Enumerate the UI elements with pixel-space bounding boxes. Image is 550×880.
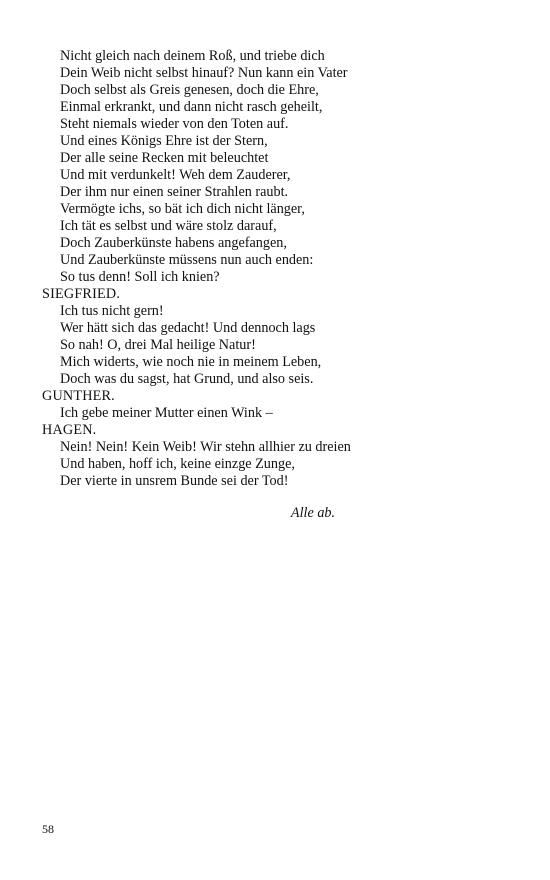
verse-line: Dein Weib nicht selbst hinauf? Nun kann ein Vater — [60, 65, 348, 81]
speaker-name: SIEGFRIED. — [42, 286, 121, 302]
verse-line: Und haben, hoff ich, keine einzge Zunge, — [60, 456, 295, 472]
verse-line: Einmal erkrankt, und dann nicht rasch geheilt, — [60, 99, 323, 115]
speaker-name: HAGEN. — [42, 422, 97, 438]
verse-line: Doch selbst als Greis genesen, doch die Ehre, — [60, 82, 319, 98]
verse-line: Doch Zauberkünste habens angefangen, — [60, 235, 287, 251]
verse-line: Der alle seine Recken mit beleuchtet — [60, 150, 269, 166]
verse-line: So nah! O, drei Mal heilige Natur! — [60, 337, 256, 353]
verse-line: Und eines Königs Ehre ist der Stern, — [60, 133, 268, 149]
verse-line: Wer hätt sich das gedacht! Und dennoch lags — [60, 320, 316, 336]
verse-line: Doch was du sagst, hat Grund, und also seis. — [60, 371, 314, 387]
verse-line: Ich gebe meiner Mutter einen Wink – — [60, 405, 273, 421]
stage-direction: Alle ab. — [290, 505, 336, 521]
verse-line: Vermögte ichs, so bät ich dich nicht länger, — [60, 201, 305, 217]
verse-line: Mich widerts, wie noch nie in meinem Leben, — [60, 354, 322, 370]
verse-line: Und mit verdunkelt! Weh dem Zauderer, — [60, 167, 291, 183]
verse-line: Nicht gleich nach deinem Roß, und triebe dich — [60, 48, 325, 64]
verse-line: Ich tus nicht gern! — [60, 303, 164, 319]
play-text — [42, 48, 512, 490]
verse-line: Und Zauberkünste müssens nun auch enden: — [60, 252, 314, 268]
verse-line: Nein! Nein! Kein Weib! Wir stehn allhier zu dreien — [60, 439, 351, 455]
page-number: 58 — [42, 822, 54, 836]
verse-line: Steht niemals wieder von den Toten auf. — [60, 116, 289, 132]
speaker-name: GUNTHER. — [42, 388, 115, 404]
verse-line: So tus denn! Soll ich knien? — [60, 269, 220, 285]
verse-line: Der ihm nur einen seiner Strahlen raubt. — [60, 184, 289, 200]
verse-line: Ich tät es selbst und wäre stolz darauf, — [60, 218, 277, 234]
verse-line: Der vierte in unsrem Bunde sei der Tod! — [60, 473, 289, 489]
